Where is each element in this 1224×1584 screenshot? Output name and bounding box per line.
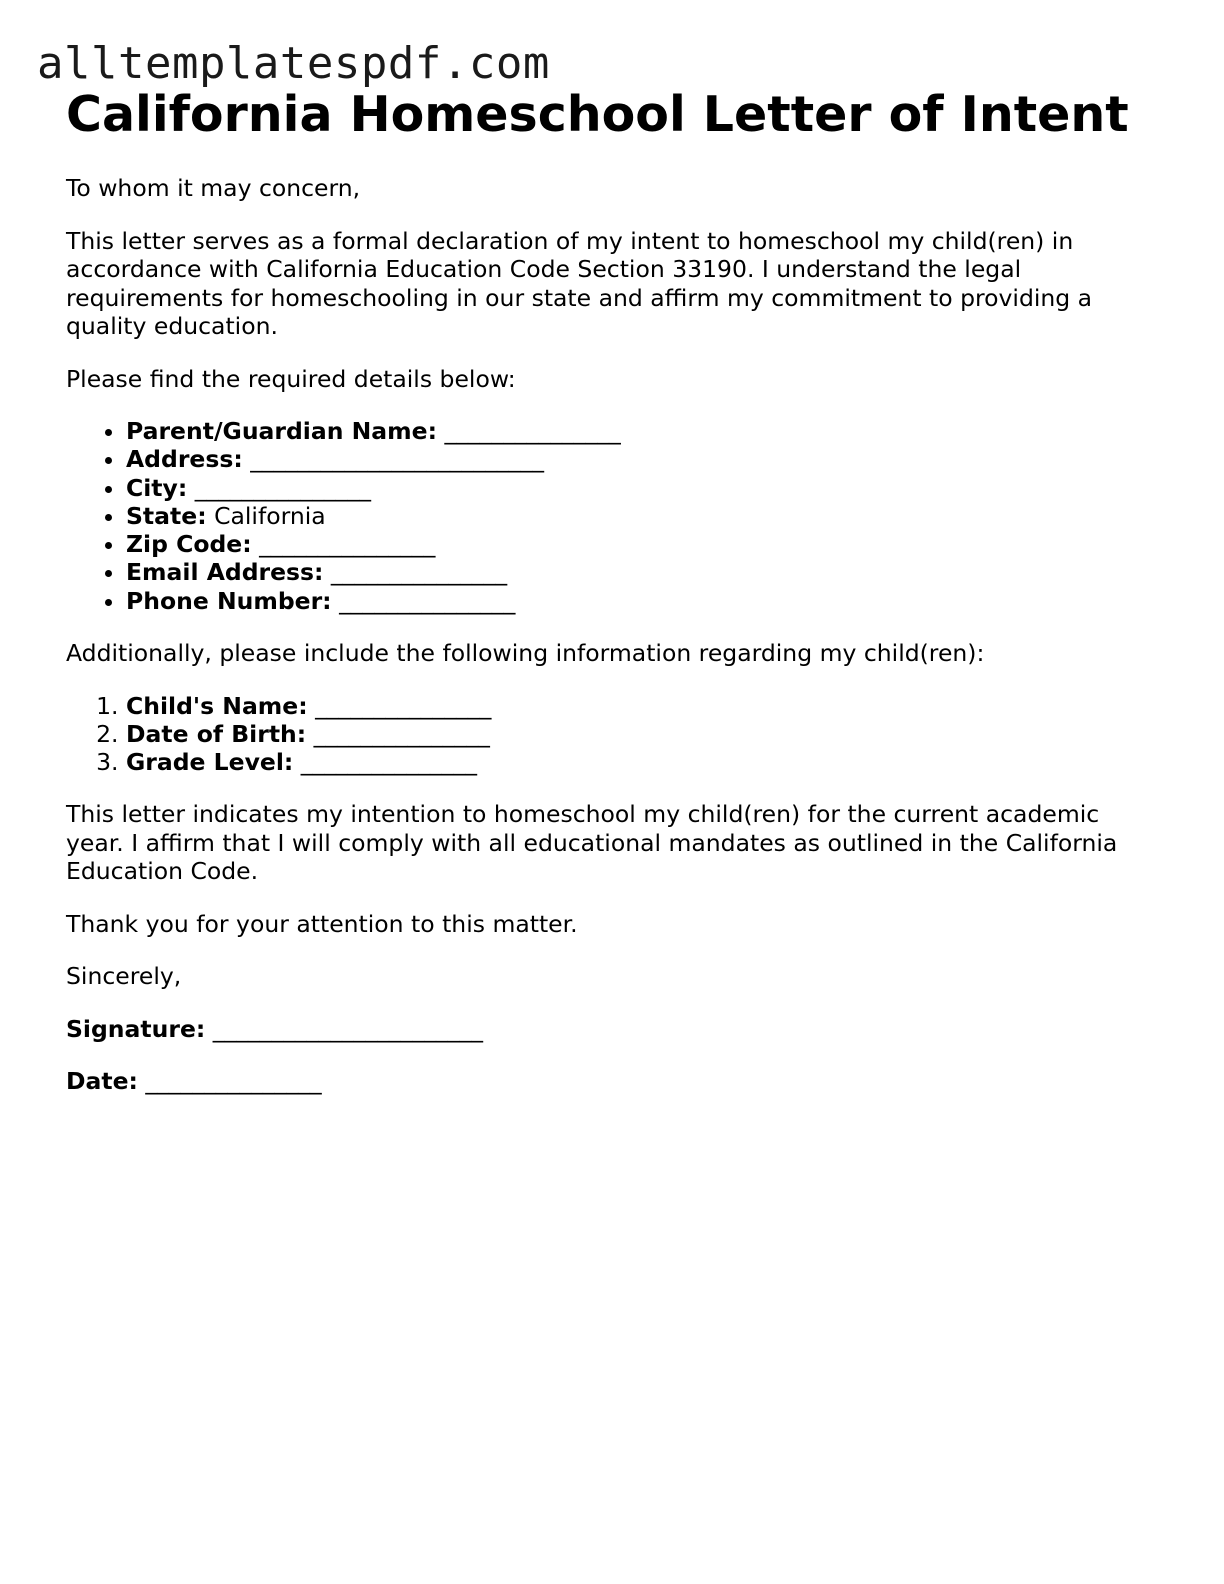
greeting: To whom it may concern,	[66, 174, 361, 202]
signature-label: Signature:	[66, 1014, 206, 1043]
details-intro: Please find the required details below:	[66, 364, 516, 393]
field-label: Date of Birth:	[126, 719, 307, 748]
list-item-email	[126, 558, 1156, 586]
intro-paragraph: This letter serves as a formal declaration of my intent to homeschool my child(ren) in accordance with California Education Code Section 33190. I understand the legal requirements for homeschooling in our state and affirm my commitment to providing a quality education.	[66, 226, 1093, 340]
field-blank: _________________________	[250, 445, 544, 474]
field-label: Address:	[126, 445, 243, 474]
parent-details-list	[66, 417, 1156, 615]
field-blank: _______________	[330, 558, 508, 587]
field-label: Zip Code:	[126, 530, 252, 559]
field-blank: _______________	[259, 530, 436, 559]
list-item-state	[126, 502, 1156, 530]
list-item-date-of-birth	[126, 720, 1156, 748]
closing-line: Sincerely,	[66, 962, 182, 991]
field-label: Grade Level:	[126, 748, 294, 777]
field-label: State:	[126, 501, 207, 530]
field-label: Phone Number:	[126, 586, 332, 615]
field-blank: _______________	[300, 748, 478, 777]
intention-paragraph: This letter indicates my intention to homeschool my child(ren) for the current academic year. I affirm that I will comply with all educational mandates as outlined in the California Education Code.	[66, 800, 1118, 886]
field-label: City:	[126, 473, 188, 502]
list-item-zip	[126, 530, 1156, 558]
field-blank: _______________	[313, 719, 490, 748]
field-blank: _______________	[444, 417, 621, 445]
thanks-line: Thank you for your attention to this matter.	[66, 909, 578, 938]
signature-blank: _______________________	[212, 1014, 484, 1043]
child-details-list	[66, 692, 1156, 777]
field-value: California	[214, 501, 326, 530]
watermark: alltemplatespdf.com	[37, 38, 550, 89]
list-item-phone	[126, 587, 1156, 615]
field-blank: _______________	[339, 586, 516, 615]
page-title: California Homeschool Letter of Intent	[66, 86, 1129, 143]
list-item-city	[126, 474, 1156, 502]
date-line	[66, 1067, 1156, 1096]
list-item-grade-level	[126, 748, 1156, 776]
field-label: Child's Name:	[126, 691, 308, 720]
child-intro: Additionally, please include the following information regarding my child(ren):	[66, 639, 985, 668]
field-label: Parent/Guardian Name:	[126, 417, 437, 445]
list-item-parent-name	[126, 417, 1156, 445]
field-label: Email Address:	[126, 558, 324, 587]
field-blank: _______________	[315, 691, 492, 720]
date-label: Date:	[66, 1067, 138, 1096]
list-item-address	[126, 445, 1156, 473]
field-blank: _______________	[194, 473, 371, 502]
date-blank: _______________	[145, 1067, 322, 1096]
letter-document	[66, 86, 1156, 1096]
list-item-child-name	[126, 692, 1156, 720]
signature-line	[66, 1015, 1156, 1044]
